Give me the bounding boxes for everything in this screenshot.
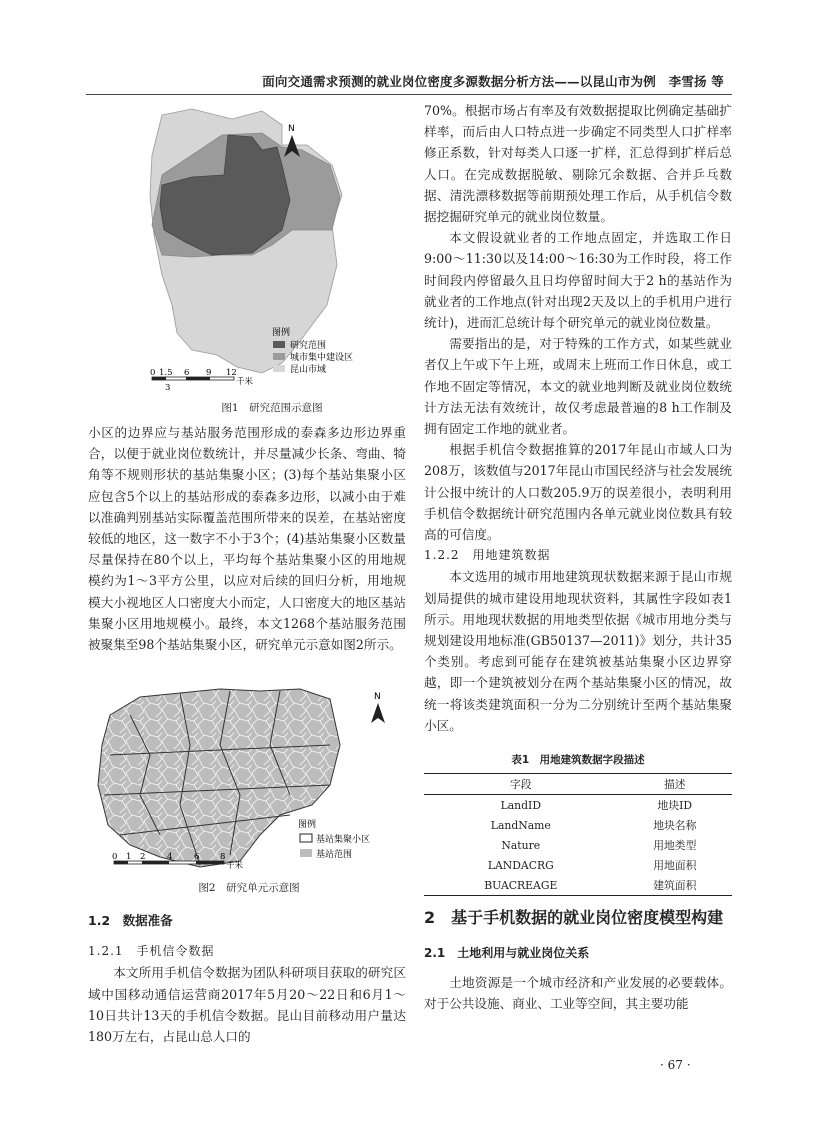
section-heading-2-1: 2.1 土地利用与就业岗位关系: [424, 946, 590, 960]
scale-tick: 1.5: [159, 368, 173, 378]
north-label: N: [288, 124, 295, 134]
legend-cluster: 基站集聚小区: [316, 835, 371, 845]
left-column: [88, 422, 406, 655]
table-row: [424, 815, 732, 835]
cell: LandName: [490, 818, 551, 832]
cell: LandID: [500, 798, 541, 812]
scale-unit: 千米: [226, 861, 244, 871]
table-row: [424, 835, 732, 855]
paragraph: 小区的边界应与基站服务范围形成的泰森多边形边界重合，以便于就业岗位数统计，并尽量减少长条、弯曲、犄角等不规则形状的基站集聚小区；(3)每个基站集聚小区应包含5个以上的基站形成的泰森多边形，以减小由于难以准确判别基站实际覆盖范围所带来的误差，在基站密度较低的地区，这一数字不小于3个；(4)基站集聚小区数量尽量保持在80个以上，平均每个基站集聚小区的用地规模约为1～3平方公里，以应对后续的回归分析，用地规模大小视地区人口密度大小而定，人口密度大的地区基站集聚小区用地规模小。最终，本文1268个基站服务范围被聚集至98个基站集聚小区，研究单元示意如图2所示。: [88, 425, 406, 653]
table-1: [424, 752, 732, 896]
cell: Nature: [501, 838, 541, 852]
right-column-lower: [424, 905, 732, 1015]
page-number: · 67 ·: [660, 1058, 691, 1072]
legend-swatch-urban: [273, 353, 285, 360]
legend-study: 研究范围: [290, 341, 327, 351]
scale-tick: 2: [140, 852, 146, 862]
paragraph: 70%。根据市场占有率及有效数据提取比例确定基础扩样率，而后由人口特点进一步确定不同类型人口扩样率修正系数，针对每类人口逐一扩样，汇总得到扩样后总人口。在完成数据脱敏、剔除冗余数据、合并乒乓数据、清洗漂移数据等前期预处理工作后，从手机信令数据挖掘研究单元的就业岗位数量。: [424, 103, 732, 225]
section-heading-1-2: 1.2 数据准备: [88, 913, 173, 928]
paragraph: 根据手机信令数据推算的2017年昆山市域人口为208万，该数值与2017年昆山市国民经济与社会发展统计公报中统计的人口数205.9万的误差很小，表明利用手机信令数据统计研究范围内各单元就业岗位数具有较高的可信度。: [424, 442, 732, 543]
scale-tick: 8: [220, 852, 226, 862]
legend-swatch-study: [273, 341, 285, 348]
scale-tick: 9: [206, 368, 212, 378]
scale-tick: 12: [226, 368, 237, 378]
figure-1-caption: 图1 研究范围示意图: [221, 402, 323, 414]
table-row: [424, 875, 732, 896]
scale-unit: 千米: [236, 377, 254, 387]
paragraph: 需要指出的是，对于特殊的工作方式，如某些就业者仅上午或下午上班，或周末上班而工作日休息，或工作地不固定等情况，本文的就业地判断及就业岗位数统计方法无法有效统计，故仅考虑最普遍的8 h工作制及拥有固定工作地的就业者。: [424, 336, 732, 437]
paragraph: 土地资源是一个城市经济和产业发展的必要载体。对于公共设施、商业、工业等空间，其主要功能: [424, 975, 732, 1012]
north-arrow-icon: [371, 703, 385, 723]
paragraph: 本文假设就业者的工作地点固定，并选取工作日9:00～11:30以及14:00～16:30为工作时段，将工作时间段内停留最久且日均停留时间大于2 h的基站作为就业者的工作地点(针对出现2天及以上的手机用户进行统计)，进而汇总统计每个研究单元的就业岗位数量。: [424, 230, 732, 331]
cell: 地块ID: [657, 798, 693, 812]
scale-tick: 6: [184, 368, 190, 378]
cell: 地块名称: [653, 818, 697, 832]
scale-tick: 1: [126, 852, 132, 862]
table-1-caption: 表1 用地建筑数据字段描述: [511, 754, 645, 766]
cell: 用地面积: [653, 858, 697, 872]
header-rule: [86, 94, 732, 95]
table-row: [424, 855, 732, 875]
field-table: [424, 773, 732, 896]
table-row: [424, 795, 732, 816]
legend-swatch-station: [300, 849, 312, 857]
table-header: 字段: [424, 774, 618, 795]
scale-tick: 6: [194, 852, 200, 862]
right-column: [424, 100, 732, 736]
cell: 建筑面积: [618, 875, 732, 896]
scale-tick: 0: [150, 368, 156, 378]
legend-title: 图例: [272, 328, 291, 338]
figure-2-caption: 图2 研究单元示意图: [198, 882, 300, 894]
legend-swatch-city: [273, 365, 285, 372]
scale-tick-extra: 3: [165, 383, 171, 393]
paragraph: 本文所用手机信令数据为团队科研项目获取的研究区域中国移动通信运营商2017年5月20～22日和6月1～10日共计13天的手机信令数据。昆山目前移动用户量达180万左右，占昆山总人口的: [88, 965, 406, 1045]
section-heading-2: 2 基于手机数据的就业岗位密度模型构建: [424, 908, 724, 927]
subsection-heading-1-2-2: 1.2.2 用地建筑数据: [424, 548, 551, 563]
cell: LANDACRG: [487, 858, 554, 872]
legend-title: 图例: [298, 820, 317, 830]
running-header: 面向交通需求预测的就业岗位密度多源数据分析方法——以昆山市为例 李雪扬 等: [262, 74, 724, 89]
scale-tick: 0: [112, 852, 118, 862]
figure-1-map: [132, 105, 412, 395]
legend-urban: 城市集中建设区: [290, 353, 354, 363]
left-column-lower: [88, 910, 406, 1047]
north-label: N: [374, 692, 381, 702]
legend-swatch-cluster: [300, 834, 312, 842]
cell: 用地类型: [653, 838, 697, 852]
cell: BUACREAGE: [424, 875, 618, 896]
scale-tick: 4: [167, 852, 173, 862]
legend-station: 基站范围: [316, 850, 353, 860]
table-header: 描述: [618, 774, 732, 795]
scale-bar-seg: [142, 861, 169, 864]
figure-2-map: [90, 685, 408, 875]
legend-city: 昆山市域: [290, 365, 327, 375]
subsection-heading-1-2-1: 1.2.1 手机信令数据: [88, 944, 215, 959]
paragraph: 本文选用的城市用地建筑现状数据来源于昆山市规划局提供的城市建设用地现状资料，其属性字段如表1所示。用地现状数据的用地类型依据《城市用地分类与规划建设用地标准(GB50137—2011)》划分，共计35个类别。考虑到可能存在建筑被基站集聚小区边界穿越，即一个建筑被划分在两个基站集聚小区的情况，故统一将该类建筑面积一分为二分别统计至两个基站集聚小区。: [424, 569, 732, 733]
